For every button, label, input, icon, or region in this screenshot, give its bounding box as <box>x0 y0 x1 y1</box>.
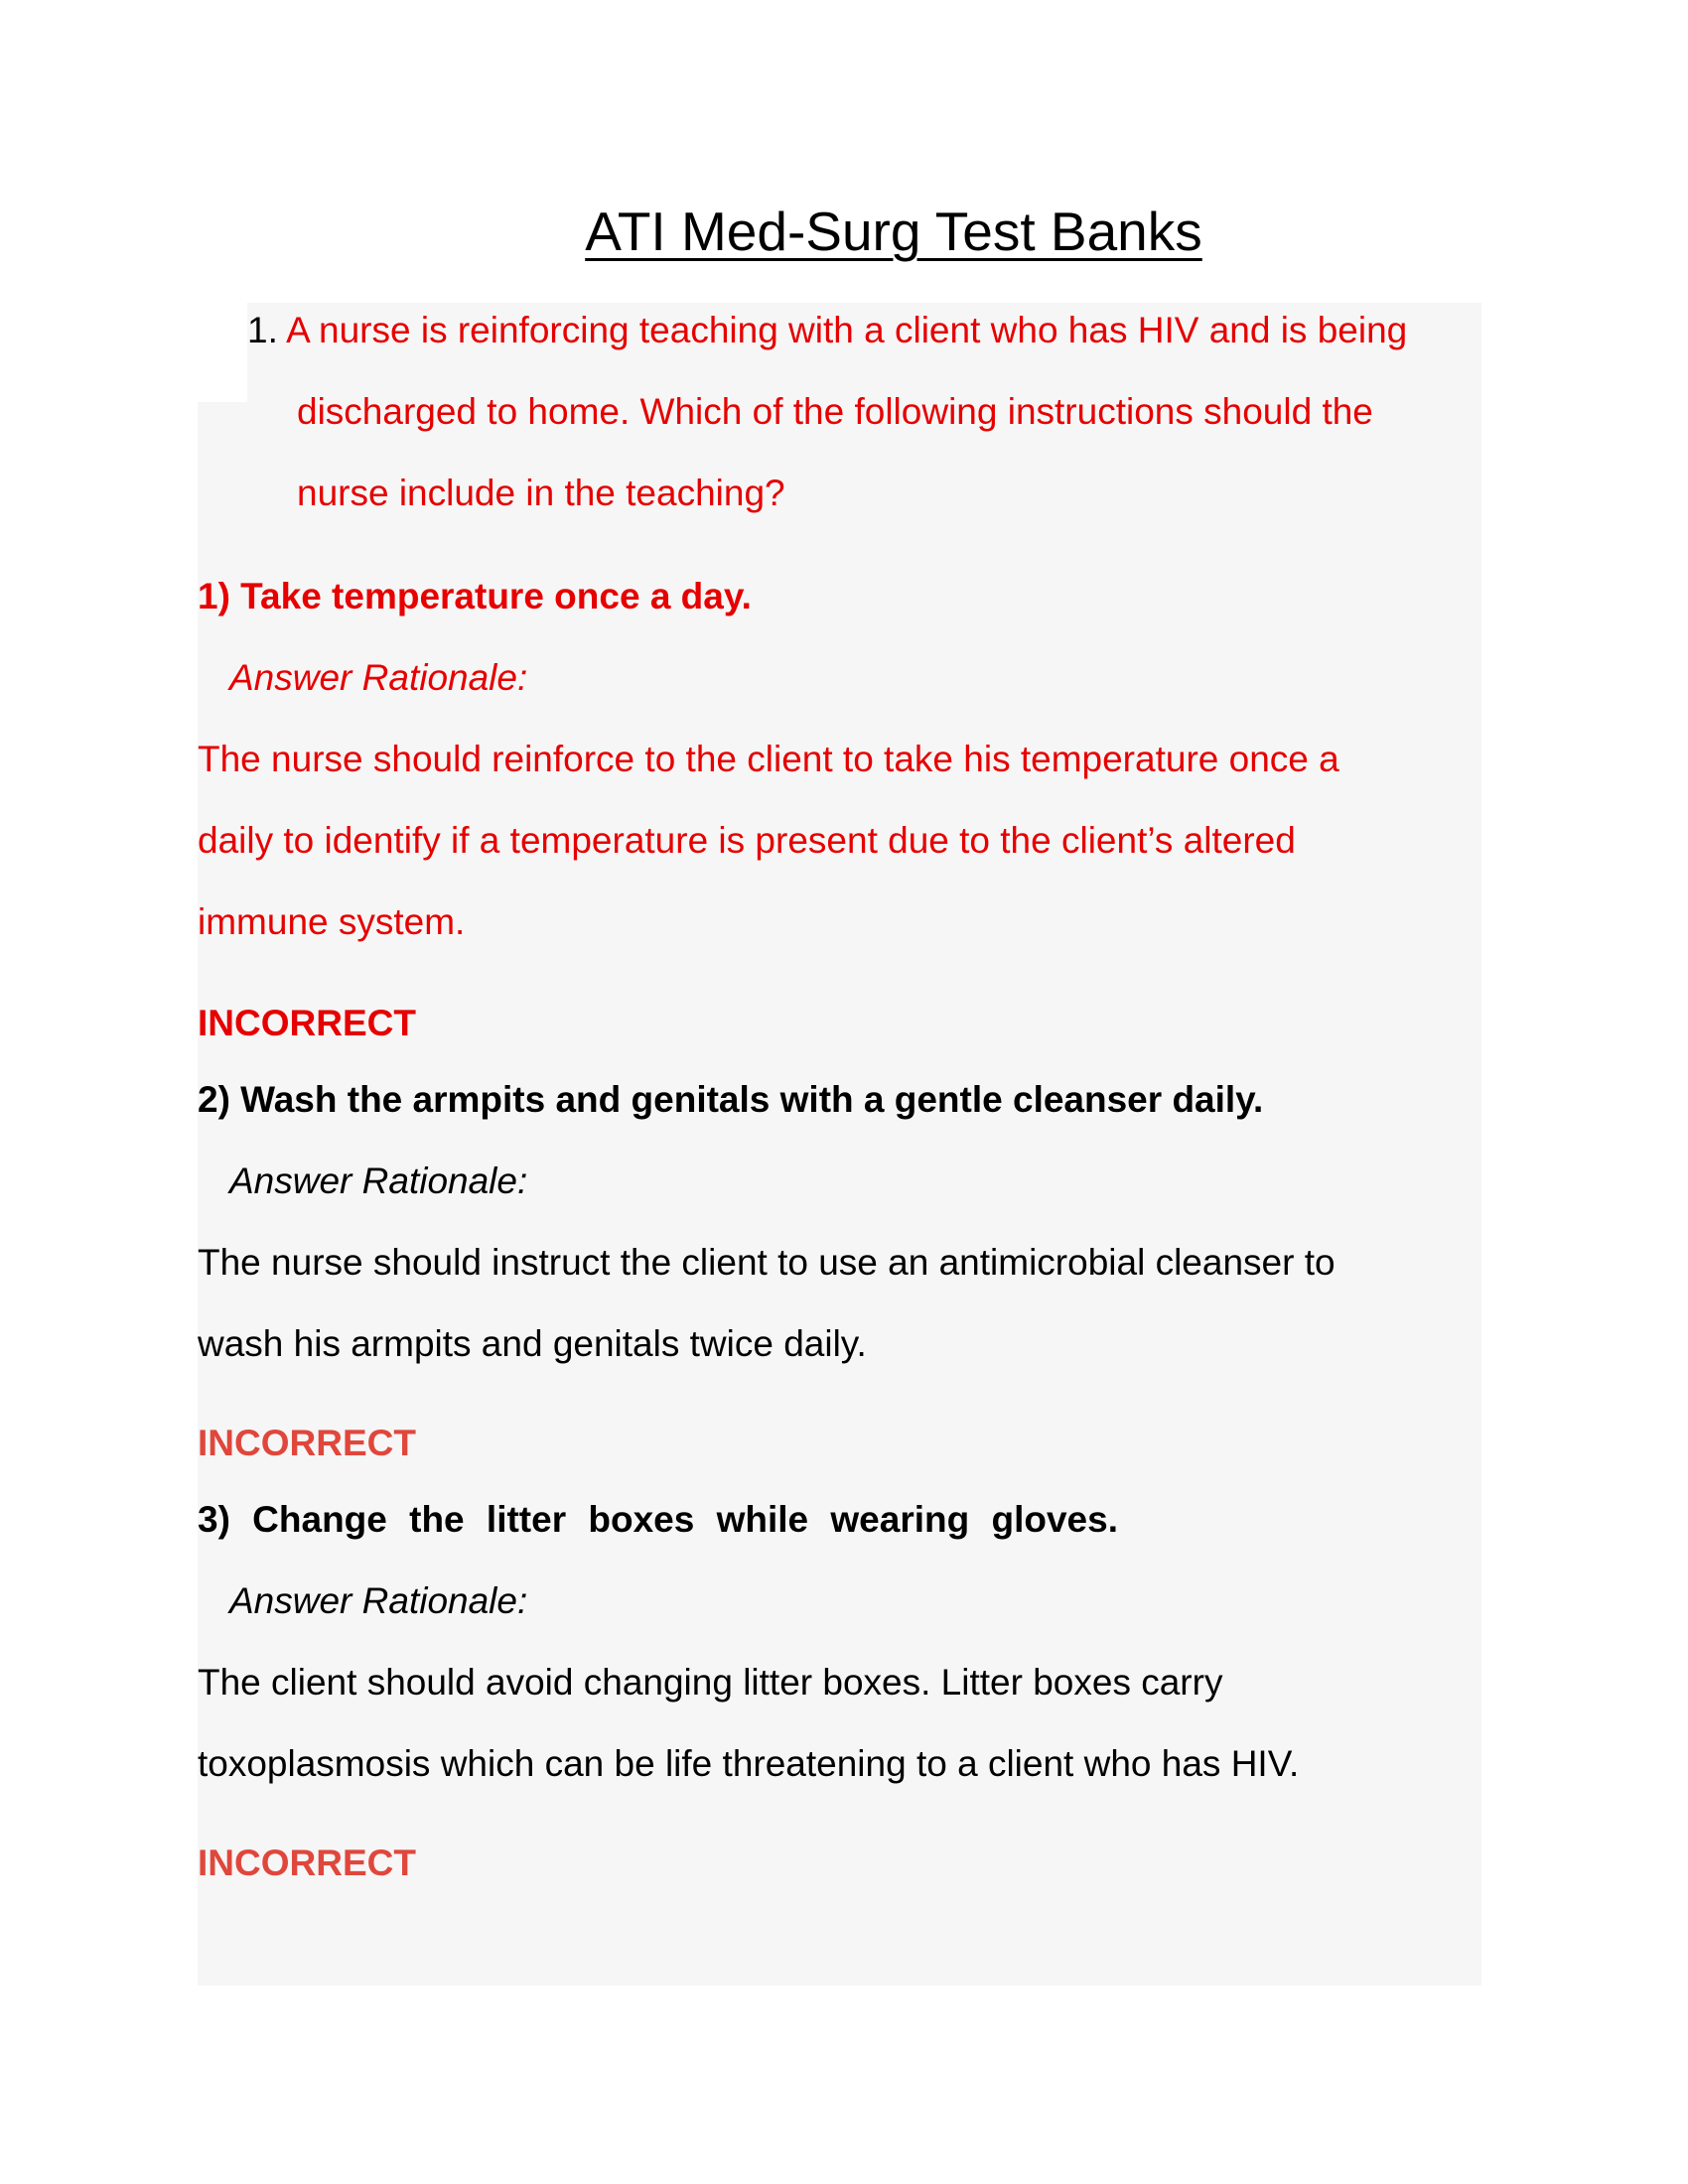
option-1 <box>198 556 1488 963</box>
option-1-verdict: INCORRECT <box>198 1003 416 1043</box>
option-2-label: 2) Wash the armpits and genitals with a gentle cleanser daily. <box>198 1079 1264 1120</box>
option-3-verdict-wrap <box>198 1823 1488 1904</box>
option-2-rationale-heading: Answer Rationale: <box>229 1160 528 1201</box>
document-title: ATI Med-Surg Test Banks <box>585 201 1202 262</box>
question-text-line2: discharged to home. Which of the following instructions should the <box>297 391 1373 432</box>
option-2-verdict-wrap <box>198 1403 1488 1484</box>
option-3-verdict: INCORRECT <box>198 1843 416 1883</box>
option-3-rationale-line2: toxoplasmosis which can be life threatening to a client who has HIV. <box>198 1743 1300 1784</box>
option-1-rationale-line3: immune system. <box>198 901 466 942</box>
question-text-line3: nurse include in the teaching? <box>297 473 785 513</box>
question-text-line1: A nurse is reinforcing teaching with a client who has HIV and is being <box>286 310 1408 350</box>
option-3 <box>198 1479 1488 1805</box>
option-1-rationale-line1: The nurse should reinforce to the client to take his temperature once a <box>198 739 1339 779</box>
option-1-verdict-wrap <box>198 983 1488 1064</box>
option-2-verdict: INCORRECT <box>198 1423 416 1463</box>
option-2 <box>198 1059 1488 1385</box>
option-3-label: 3) Change the litter boxes while wearing gloves. <box>198 1499 1118 1540</box>
option-2-rationale-line2: wash his armpits and genitals twice daily. <box>198 1323 867 1364</box>
question-1 <box>247 290 1488 534</box>
question-number: 1. <box>247 310 278 350</box>
option-1-label: 1) Take temperature once a day. <box>198 576 752 616</box>
option-1-rationale-line2: daily to identify if a temperature is present due to the client’s altered <box>198 820 1296 861</box>
option-3-rationale-heading: Answer Rationale: <box>229 1580 528 1621</box>
option-1-rationale-heading: Answer Rationale: <box>229 657 528 698</box>
option-2-rationale-line1: The nurse should instruct the client to use an antimicrobial cleanser to <box>198 1242 1336 1283</box>
option-3-rationale-line1: The client should avoid changing litter boxes. Litter boxes carry <box>198 1662 1223 1703</box>
